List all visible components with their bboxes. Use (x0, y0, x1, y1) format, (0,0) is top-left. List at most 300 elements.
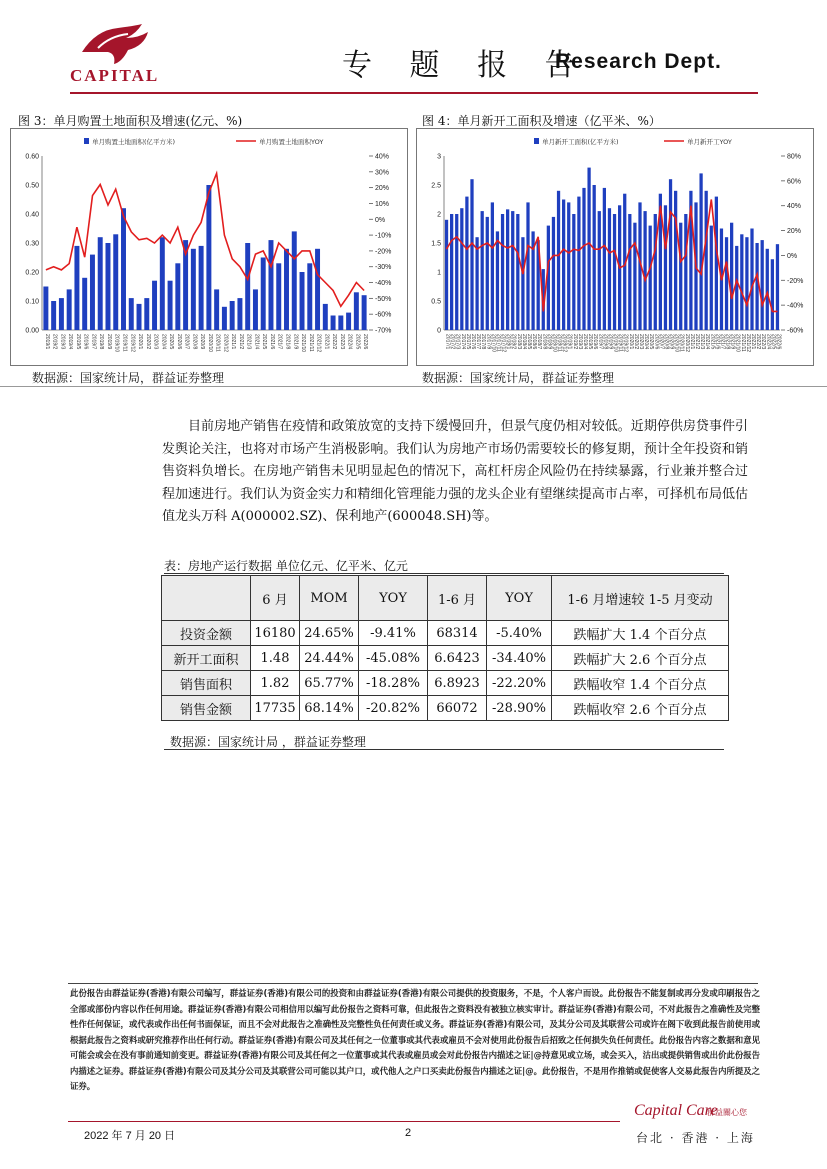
y-tick-label-left: 0.40 (25, 211, 39, 219)
figure-divider (0, 386, 827, 387)
y-tick-label-right: 80% (787, 153, 802, 161)
bar (307, 263, 312, 330)
bar (521, 237, 524, 330)
y-tick-label-right: -70% (375, 327, 392, 335)
header-divider (70, 92, 758, 94)
legend-label: 单月购置土地面积YOY (259, 138, 324, 146)
y-tick-label-left: 0.50 (25, 182, 39, 190)
brand-slogan-cn: 群益關心您 (707, 1108, 747, 1117)
table-cell: -20.82% (359, 696, 428, 721)
y-tick-label-right: 10% (375, 200, 390, 208)
bar (750, 229, 753, 331)
logo-text: CAPITAL (70, 66, 160, 85)
bar (362, 295, 367, 330)
bar (486, 217, 489, 330)
x-tick-label: 2019/11 (617, 334, 624, 352)
table-header-cell (162, 576, 251, 621)
eagle-icon (78, 22, 168, 66)
x-tick-label: 2020/5 (168, 333, 175, 350)
x-tick-label: 2020/2 (144, 333, 151, 350)
bar (725, 237, 728, 330)
x-tick-label: 2018/8 (541, 333, 548, 350)
x-tick-label: 2018/5 (526, 334, 532, 350)
x-tick-label: 2022/6 (362, 334, 369, 350)
table-row-label: 销售面积 (162, 671, 251, 696)
page-number: 2 (405, 1127, 412, 1139)
bar (628, 214, 631, 330)
table-header-row (162, 576, 729, 621)
bar (121, 208, 126, 330)
bar (98, 237, 103, 330)
y-tick-label-right: -60% (787, 327, 804, 335)
x-tick-label: 2018/7 (536, 333, 543, 350)
x-tick-label: 2021/3 (245, 333, 252, 350)
x-tick-label: 2020/2 (632, 334, 639, 350)
bar (593, 185, 596, 330)
x-tick-label: 2017/5 (464, 334, 471, 350)
bar (284, 249, 289, 330)
bar (715, 197, 718, 330)
bar (699, 173, 702, 330)
table-header-cell: 1-6 月增速较 1-5 月变动 (552, 576, 729, 621)
table-cell: 24.65% (300, 621, 359, 646)
y-tick-label-right: 20% (375, 185, 390, 193)
bar (496, 231, 499, 330)
x-tick-label: 2021/1 (230, 333, 237, 350)
x-tick-label: 2019/11 (121, 334, 128, 352)
report-type-title: 专 题 报 告 (342, 48, 589, 83)
y-tick-label-right: 30% (375, 169, 390, 177)
x-tick-label: 2018/10 (551, 333, 558, 353)
table-bottom-rule (164, 749, 724, 750)
x-tick-label: 2019/7 (597, 333, 604, 350)
table-cell: -5.40% (487, 621, 552, 646)
x-tick-label: 2019/8 (98, 334, 105, 350)
x-tick-label: 2022/3 (338, 334, 345, 350)
x-tick-label: 2019/10 (612, 334, 619, 353)
table-row (162, 621, 729, 646)
table-cell: 跌幅扩大 1.4 个百分点 (552, 621, 729, 646)
y-tick-label-right: 0% (375, 216, 386, 224)
bar (168, 281, 173, 330)
table-cell: -28.90% (487, 696, 552, 721)
x-tick-label: 2021/11 (307, 333, 314, 352)
x-tick-label: 2021/6 (269, 333, 275, 350)
bar (292, 231, 297, 330)
x-tick-label: 2019/12 (129, 333, 136, 353)
bar (300, 272, 305, 330)
bar (710, 226, 713, 330)
legend-bar-swatch (84, 138, 89, 144)
table-cell: 跌幅扩大 2.6 个百分点 (552, 646, 729, 671)
bar (654, 214, 657, 330)
x-tick-label: 2020/9 (199, 334, 206, 350)
table-cell: -9.41% (359, 621, 428, 646)
x-tick-label: 2022/1 (323, 334, 330, 350)
bar (649, 226, 652, 330)
table-cell: 跌幅收窄 1.4 个百分点 (552, 671, 729, 696)
figure-3-title: 图 3：单月购置土地面积及增速(亿元、%) (18, 114, 243, 128)
x-tick-label: 2018/9 (546, 333, 553, 350)
y-tick-label-right: 0% (787, 252, 798, 260)
x-tick-label: 2022/4 (765, 333, 772, 350)
x-tick-label: 2017/10 (490, 333, 497, 353)
table-header-cell: MOM (300, 576, 359, 621)
x-tick-label: 2021/12 (744, 334, 751, 353)
x-tick-label: 2022/4 (346, 333, 353, 350)
footer-divider (68, 1121, 620, 1122)
x-tick-label: 2021/7 (276, 334, 283, 350)
x-tick-label: 2019/4 (582, 334, 588, 350)
bar (481, 211, 484, 330)
x-tick-label: 2018/12 (561, 334, 568, 353)
x-tick-label: 2022/5 (354, 333, 361, 350)
x-tick-label: 2019/12 (622, 334, 629, 353)
y-tick-label-right: -30% (375, 264, 392, 272)
bar (587, 168, 590, 330)
y-tick-label-left: 0.20 (25, 269, 39, 277)
bar (315, 249, 320, 330)
x-tick-label: 2020/12 (222, 334, 229, 353)
x-tick-label: 2020/1 (627, 334, 634, 350)
bar (740, 234, 743, 330)
x-tick-label: 2018/3 (515, 334, 522, 350)
bar (501, 214, 504, 330)
x-tick-label: 2021/3 (699, 333, 706, 350)
y-tick-label-right: -60% (375, 311, 392, 319)
x-tick-label: 2018/1 (505, 334, 512, 350)
table-cell: 1.82 (251, 671, 300, 696)
bar (144, 298, 149, 330)
table-row (162, 696, 729, 721)
y-tick-label-left: 0.00 (25, 327, 39, 335)
x-tick-label: 2019/3 (59, 334, 66, 350)
bar (323, 304, 328, 330)
bar (633, 223, 636, 330)
x-tick-label: 2019/3 (576, 334, 583, 350)
bar (603, 188, 606, 330)
bar (90, 255, 95, 330)
table-header-cell: YOY (487, 576, 552, 621)
bar (465, 197, 468, 330)
table-cell: -34.40% (487, 646, 552, 671)
x-tick-label: 2017/6 (470, 334, 476, 350)
y-tick-label-right: -20% (787, 277, 804, 285)
table-cell: 66072 (428, 696, 487, 721)
table-cell: 16180 (251, 621, 300, 646)
x-tick-label: 2021/9 (729, 334, 736, 350)
x-tick-label: 2020/10 (206, 333, 213, 353)
x-tick-label: 2017/3 (454, 334, 461, 350)
bar (613, 214, 616, 330)
bar (237, 298, 242, 330)
y-tick-label-left: 2.5 (431, 182, 441, 190)
x-tick-label: 2021/9 (292, 333, 299, 350)
table-top-rule (164, 573, 724, 574)
x-tick-label: 2020/5 (648, 333, 655, 350)
table-cell: -22.20% (487, 671, 552, 696)
bar (230, 301, 235, 330)
y-tick-label-right: 40% (375, 153, 390, 161)
x-tick-label: 2021/6 (714, 333, 721, 350)
x-tick-label: 2022/6 (775, 333, 782, 350)
disclaimer-divider (68, 983, 758, 984)
bar (598, 211, 601, 330)
bar (253, 289, 258, 330)
bar (338, 316, 343, 331)
x-tick-label: 2021/2 (237, 334, 244, 350)
table-cell: 1.48 (251, 646, 300, 671)
bar (771, 259, 774, 330)
table-cell: 65.77% (300, 671, 359, 696)
x-tick-label: 2018/6 (531, 333, 538, 350)
x-tick-label: 2019/8 (602, 333, 609, 350)
bar (175, 263, 180, 330)
x-tick-label: 2019/9 (607, 333, 614, 350)
bar (679, 223, 682, 330)
x-tick-label: 2018/4 (520, 334, 527, 350)
bar (346, 313, 351, 330)
bar (491, 202, 494, 330)
x-tick-label: 2020/4 (643, 333, 650, 350)
x-tick-label: 2019/5 (74, 334, 81, 350)
table-cell: -18.28% (359, 671, 428, 696)
land-purchase-chart (10, 128, 408, 366)
bar (214, 289, 219, 330)
bar (105, 243, 110, 330)
legend-label: 单月新开工YOY (687, 138, 732, 146)
bar (74, 246, 79, 330)
figure-4-title: 图 4：单月新开工面积及增速（亿平米、%） (422, 114, 661, 128)
bar (354, 292, 359, 330)
table-cell: 6.8923 (428, 671, 487, 696)
y-tick-label-right: 20% (787, 228, 802, 236)
x-tick-label: 2018/2 (510, 334, 517, 350)
bar (674, 191, 677, 330)
bar (516, 214, 519, 330)
report-date: 2022 年 7 月 20 日 (84, 1130, 176, 1142)
x-tick-label: 2017/8 (480, 333, 487, 350)
bar (455, 214, 458, 330)
table-header-cell: 1-6 月 (428, 576, 487, 621)
bar (191, 249, 196, 330)
real-estate-data-table (161, 575, 729, 721)
bar (664, 205, 667, 330)
bar (557, 191, 560, 330)
x-tick-label: 2018/11 (556, 334, 563, 352)
x-tick-label: 2020/11 (214, 334, 221, 352)
x-tick-label: 2020/1 (137, 334, 143, 350)
x-tick-label: 2019/2 (571, 334, 578, 350)
bar (526, 202, 529, 330)
bar (567, 202, 570, 330)
legend-bar-swatch (534, 138, 539, 144)
department-label: Research Dept. (555, 50, 722, 73)
bar (766, 249, 769, 330)
table-row-label: 投资金额 (162, 621, 251, 646)
x-tick-label: 2020/7 (183, 333, 190, 350)
y-tick-label-left: 2 (437, 211, 441, 219)
table-row-label: 销售金额 (162, 696, 251, 721)
table-header-cell: YOY (359, 576, 428, 621)
bar (506, 209, 509, 330)
bar (745, 237, 748, 330)
legend-label: 单月新开工面积(亿平方米) (542, 138, 619, 146)
x-tick-label: 2017/4 (459, 334, 466, 350)
bar (552, 217, 555, 330)
bar (511, 211, 514, 330)
x-tick-label: 2020/6 (653, 333, 660, 350)
x-tick-label: 2019/7 (90, 333, 97, 350)
x-tick-label: 2020/10 (673, 334, 680, 353)
x-tick-label: 2020/3 (152, 334, 159, 350)
x-tick-label: 2020/12 (683, 334, 690, 353)
x-tick-label: 2021/7 (719, 333, 726, 350)
x-tick-label: 2021/8 (724, 334, 731, 350)
bar (331, 316, 336, 331)
y-tick-label-right: -50% (375, 295, 392, 303)
x-tick-label: 2022/1 (750, 334, 756, 350)
x-tick-label: 2020/8 (663, 333, 670, 350)
y-tick-label-right: 60% (787, 178, 802, 186)
bar (445, 220, 448, 330)
bar (755, 243, 758, 330)
bar (67, 289, 72, 330)
bar (470, 179, 473, 330)
x-tick-label: 2020/6 (175, 334, 182, 350)
bar (152, 281, 157, 330)
y-tick-label-left: 0.30 (25, 240, 39, 248)
bar (245, 243, 250, 330)
bar (59, 298, 64, 330)
table-cell: 24.44% (300, 646, 359, 671)
new-construction-chart (416, 128, 814, 366)
bar (705, 191, 708, 330)
y-tick-label-left: 3 (437, 153, 441, 161)
x-tick-label: 2021/1 (688, 334, 695, 350)
x-tick-label: 2021/4 (253, 333, 260, 350)
bar (475, 237, 478, 330)
x-tick-label: 2017/2 (449, 334, 456, 350)
table-header-cell: 6 月 (251, 576, 300, 621)
x-tick-label: 2022/2 (755, 333, 762, 350)
y-tick-label-right: -40% (787, 302, 804, 310)
legend-label: 单月购置土地面积(亿平方米) (92, 138, 176, 146)
bar (199, 246, 204, 330)
x-tick-label: 2019/9 (106, 333, 112, 350)
bar (776, 244, 779, 330)
x-tick-label: 2020/9 (668, 334, 675, 350)
y-tick-label-right: -40% (375, 280, 392, 288)
x-tick-label: 2021/5 (709, 333, 716, 350)
bar (730, 223, 733, 330)
y-tick-label-right: -10% (375, 232, 392, 240)
bar (222, 307, 227, 330)
x-tick-label: 2021/10 (300, 334, 306, 353)
x-tick-label: 2021/5 (261, 334, 268, 350)
table-cell: 跌幅收窄 2.6 个百分点 (552, 696, 729, 721)
table-row (162, 671, 729, 696)
bar (113, 234, 118, 330)
bar (450, 214, 453, 330)
bar (608, 208, 611, 330)
table-row (162, 646, 729, 671)
bar (261, 258, 266, 331)
bar (276, 263, 281, 330)
table-cell: -45.08% (359, 646, 428, 671)
y-tick-label-left: 0.10 (25, 298, 39, 306)
x-tick-label: 2020/7 (658, 333, 665, 350)
x-tick-label: 2021/10 (734, 334, 741, 353)
bar (43, 287, 48, 331)
x-tick-label: 2019/6 (592, 333, 599, 350)
table-row-label: 新开工面积 (162, 646, 251, 671)
bar (206, 185, 211, 330)
bar (577, 197, 580, 330)
table-cell: 68.14% (300, 696, 359, 721)
y-tick-label-left: 0 (437, 327, 441, 335)
x-tick-label: 2022/2 (331, 333, 338, 350)
bar (129, 298, 134, 330)
y-tick-label-left: 1 (437, 269, 441, 277)
x-tick-label: 2020/3 (638, 334, 644, 350)
x-tick-label: 2019/1 (566, 334, 573, 350)
bar (160, 237, 165, 330)
x-tick-label: 2017/11 (495, 333, 502, 352)
x-tick-label: 2022/3 (760, 333, 767, 350)
y-tick-label-left: 0.60 (25, 153, 39, 161)
bar (82, 278, 87, 330)
table-cell: 17735 (251, 696, 300, 721)
bar (669, 179, 672, 330)
x-tick-label: 2019/6 (82, 333, 89, 350)
bar (562, 200, 565, 331)
y-tick-label-right: -20% (375, 248, 392, 256)
figure-3-source: 数据源：国家统计局，群益证券整理 (32, 371, 225, 385)
x-tick-label: 2019/10 (113, 334, 120, 353)
legal-disclaimer: 此份报告由群益证券(香港)有限公司编写，群益证券(香港)有限公司的投资和由群益证券(香港)有限公司提供的投资服务，不是，个人客户而设。此份报告不能复制或再分发或印刷报告之全部或部份内容以作任何用途。群益证券(香港)有限公司相信用以编写此份报告之资料可靠，但此报告之资料没有被独立核实审计。群益证券(香港)有限公司，不对此报告之准确性及完整性作任何保证，或代表或作出任何书面保证，而且不会对此报告之准确性及完整性负任何责任或义务。群益证券(香港)有限公司，及其分公司及其联营公司或许在阁下收到此报告前使用或根据此报告之资料或研究推荐作出任何行动。群益证券(香港)有限公司及其任何之一位董事或其代表或雇员不会对使用此份报告后招致之任何损失负任何责任。此份报告内容之数据和意见可能会或会在没有事前通知前变更。群益证券(香港)有限公司及其任何之一位董事或其代表或雇员或会对此份报告内描述之证|@持意见或立场，或会买入，沽出或提供销售或出价此份报告内描述之证券。群益证券(香港)有限公司及其分公司及其联营公司可能以其户口，或代他人之户口买卖此份报告内描述之证|@。此份报告，不是用作推销或促使客人交易此报告内所提及之证券。 (70, 988, 760, 1091)
bar (137, 304, 142, 330)
bar (582, 188, 585, 330)
x-tick-label: 2021/2 (694, 334, 700, 350)
x-tick-label: 2020/11 (678, 334, 685, 352)
x-tick-label: 2021/4 (704, 333, 711, 350)
table-cell: 6.6423 (428, 646, 487, 671)
x-tick-label: 2017/12 (500, 334, 507, 353)
bar (643, 211, 646, 330)
x-tick-label: 2017/9 (485, 333, 492, 350)
y-tick-label-left: 1.5 (431, 240, 441, 248)
bar (460, 208, 463, 330)
brand-slogan: Capital Care (634, 1102, 718, 1119)
x-tick-label: 2021/11 (739, 334, 746, 352)
table-title: 表：房地产运行数据 单位亿元、亿平米、亿元 (164, 559, 408, 573)
x-tick-label: 2019/2 (51, 334, 58, 350)
figure-4-source: 数据源：国家统计局，群益证券整理 (422, 371, 615, 385)
office-cities: 台北 · 香港 · 上海 (636, 1131, 755, 1145)
x-tick-label: 2021/8 (284, 334, 291, 350)
x-tick-label: 2017/7 (475, 333, 482, 350)
y-tick-label-left: 0.5 (431, 298, 441, 306)
analysis-paragraph: 目前房地产销售在疫情和政策放宽的支持下缓慢回升，但景气度仍相对较低。近期停供房贷事件引发舆论关注，也将对市场产生消极影响。我们认为房地产市场仍需要较长的修复期，预计全年投资和销售资料负增长。在房地产销售未见明显起色的情况下，高杠杆房企风险仍在持续暴露，行业兼并整合过程加速进行。我们认为资金实力和精细化管理能力强的龙头企业有望继续提高市占率，可择机布局低估值龙头万科 A(000002.SZ)、保利地产(600048.SH)等。 (162, 419, 748, 524)
x-tick-label: 2020/4 (160, 334, 167, 350)
bar (735, 246, 738, 330)
bar (684, 214, 687, 330)
bar (761, 240, 764, 330)
bar (268, 240, 273, 330)
x-tick-label: 2022/5 (770, 333, 777, 350)
bar (51, 301, 56, 330)
